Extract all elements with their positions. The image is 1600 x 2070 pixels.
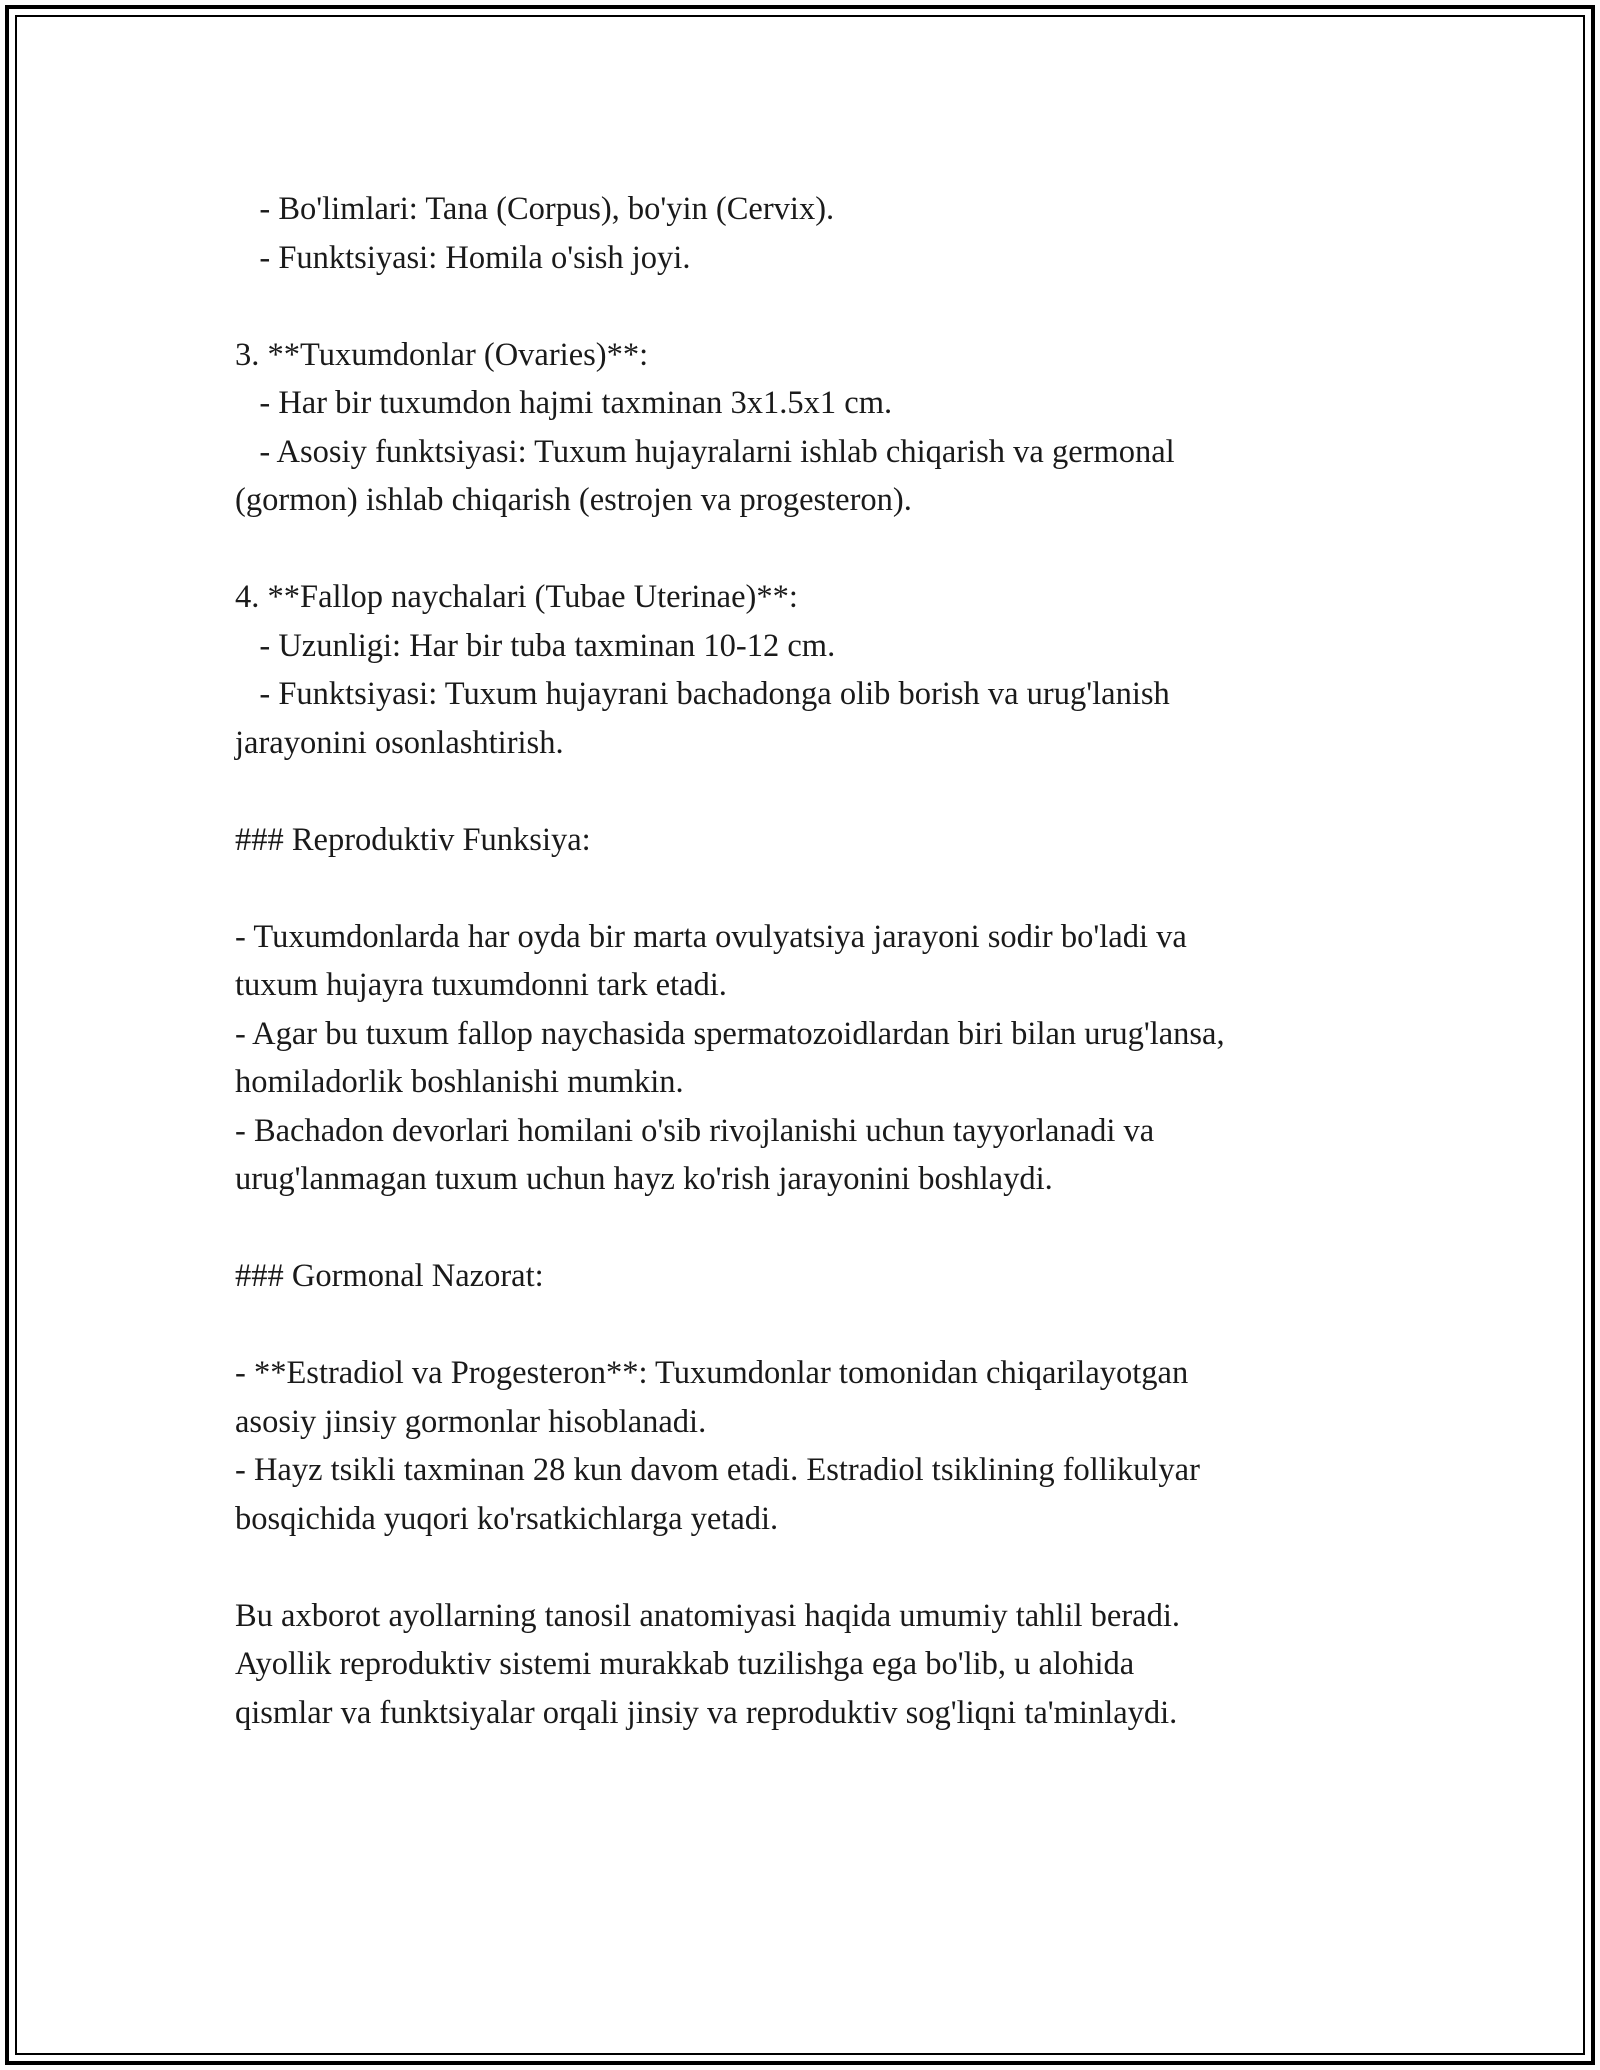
- blank-line: [235, 1301, 1375, 1350]
- blank-line: [235, 864, 1375, 913]
- blank-line: [235, 767, 1375, 816]
- text-line: urug'lanmagan tuxum uchun hayz ko'rish jarayonini boshlaydi.: [235, 1161, 1053, 1197]
- text-line: homiladorlik boshlanishi mumkin.: [235, 1064, 684, 1100]
- text-line: - Funktsiyasi: Homila o'sish joyi.: [235, 239, 691, 276]
- blank-line: [235, 1204, 1375, 1253]
- text-line: (gormon) ishlab chiqarish (estrojen va progesteron).: [235, 482, 912, 518]
- text-line: - Hayz tsikli taxminan 28 kun davom etadi. Estradiol tsiklining follikulyar: [235, 1452, 1200, 1488]
- text-line: - **Estradiol va Progesteron**: Tuxumdonlar tomonidan chiqarilayotgan: [235, 1355, 1189, 1391]
- text-line: Ayollik reproduktiv sistemi murakkab tuzilishga ega bo'lib, u alohida: [235, 1646, 1135, 1682]
- text-line: - Agar bu tuxum fallop naychasida spermatozoidlardan biri bilan urug'lansa,: [235, 1015, 1225, 1052]
- text-line: - Bo'limlari: Tana (Corpus), bo'yin (Cervix).: [235, 191, 835, 227]
- text-line: bosqichida yuqori ko'rsatkichlarga yetadi.: [235, 1500, 779, 1537]
- text-line: - Asosiy funktsiyasi: Tuxum hujayralarni ishlab chiqarish va germonal: [235, 433, 1175, 470]
- text-line: jarayonini osonlashtirish.: [235, 724, 564, 761]
- document-body: [235, 185, 1375, 1737]
- text-line: 4. **Fallop naychalari (Tubae Uterinae)**:: [235, 579, 798, 615]
- text-line: - Uzunligi: Har bir tuba taxminan 10-12 cm.: [235, 627, 836, 664]
- text-line: - Tuxumdonlarda har oyda bir marta ovulyatsiya jarayoni sodir bo'ladi va: [235, 918, 1187, 955]
- text-line: 3. **Tuxumdonlar (Ovaries)**:: [235, 336, 649, 373]
- text-line: qismlar va funktsiyalar orqali jinsiy va reproduktiv sog'liqni ta'minlaydi.: [235, 1694, 1178, 1731]
- text-line: - Funktsiyasi: Tuxum hujayrani bachadonga olib borish va urug'lanish: [235, 676, 1170, 712]
- text-line: ### Reproduktiv Funksiya:: [235, 821, 591, 858]
- text-line: - Har bir tuxumdon hajmi taxminan 3x1.5x1 cm.: [235, 385, 893, 421]
- text-line: asosiy jinsiy gormonlar hisoblanadi.: [235, 1403, 707, 1440]
- blank-line: [235, 525, 1375, 574]
- text-line: ### Gormonal Nazorat:: [235, 1258, 544, 1294]
- blank-line: [235, 1543, 1375, 1592]
- text-line: tuxum hujayra tuxumdonni tark etadi.: [235, 967, 727, 1003]
- text-line: - Bachadon devorlari homilani o'sib rivojlanishi uchun tayyorlanadi va: [235, 1112, 1155, 1149]
- blank-line: [235, 282, 1375, 331]
- text-line: Bu axborot ayollarning tanosil anatomiyasi haqida umumiy tahlil beradi.: [235, 1597, 1181, 1634]
